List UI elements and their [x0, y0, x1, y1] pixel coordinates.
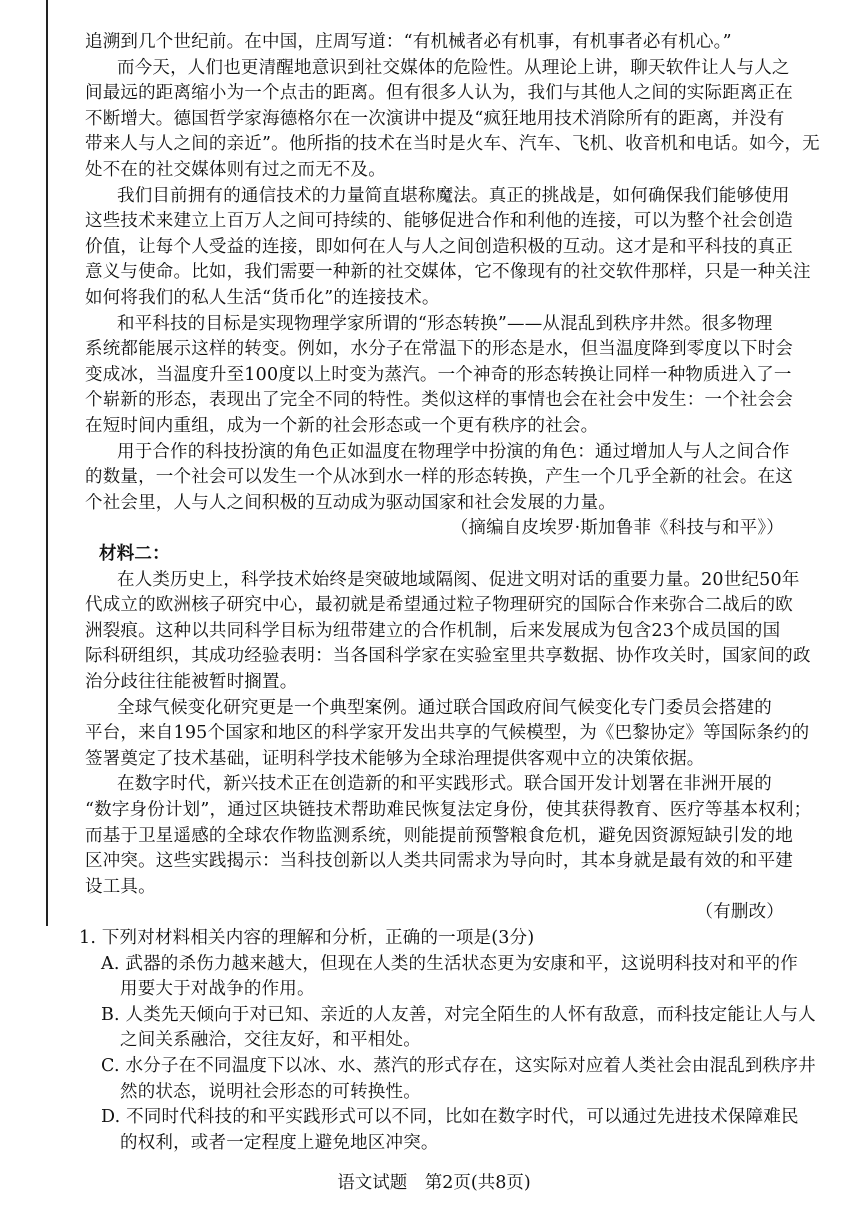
passage2-line: 治分歧往往能被暂时搁置。 — [85, 672, 298, 692]
passage2-line: 区冲突。这些实践揭示：当科技创新以人类共同需求为导向时，其本身就是最有效的和平建 — [85, 851, 793, 872]
passage2-line: 在数字时代，新兴技术正在创造新的和平实践形式。联合国开发计划署在非洲开展的 — [117, 774, 772, 795]
option-d-line2: 的权利，或者一定程度上避免地区冲突。 — [120, 1132, 439, 1153]
passage2-note: （有删改） — [695, 902, 784, 923]
passage2-line: 洲裂痕。这种以共同科学目标为纽带建立的合作机制，后来发展成为包含23个成员国的国 — [85, 620, 781, 641]
option-a-line2: 用要大于对战争的作用。 — [120, 979, 315, 1000]
passage2-line: 平台，来自195个国家和地区的科学家开发出共享的气候模型，为《巴黎协定》等国际条约的 — [85, 723, 810, 744]
page-footer: 语文试题 第2页(共8页) — [337, 1173, 531, 1193]
passage1-line: 在短时间内重组，成为一个新的社会形态或一个更有秩序的社会。 — [85, 416, 599, 436]
passage2-line: 而基于卫星遥感的全球农作物监测系统，则能提前预警粮食危机，避免因资源短缺引发的地 — [85, 825, 793, 846]
passage1-line: 间最远的距离缩小为一个点击的距离。但有很多人认为，我们与其他人之间的实际距离正在 — [85, 83, 793, 104]
passage1-line: 变成冰，当温度升至100度以上时变为蒸汽。一个神奇的形态转换让同样一种物质进入了一 — [85, 364, 792, 385]
passage2-line: 代成立的欧洲核子研究中心，最初就是希望通过粒子物理研究的国际合作来弥合二战后的欧 — [85, 595, 793, 616]
passage1-line: 价值，让每个人受益的连接，即如何在人与人之间创造积极的互动。这才是和平科技的真正 — [85, 236, 793, 257]
passage1-line: 用于合作的科技扮演的角色正如温度在物理学中扮演的角色：通过增加人与人之间合作 — [117, 441, 790, 462]
passage1-line: 带来人与人之间的亲近”。他所指的技术在当时是火车、汽车、飞机、收音机和电话。如今，无 — [85, 134, 820, 155]
passage1-line: 处不在的社交媒体则有过之而无不及。 — [85, 160, 386, 180]
passage2-line: 全球气候变化研究更是一个典型案例。通过联合国政府间气候变化专门委员会搭建的 — [117, 697, 772, 718]
passage1-line: 个崭新的形态，表现出了完全不同的特性。类似这样的事情也会在社会中发生：一个社会会 — [85, 390, 793, 411]
passage1-line: 追溯到几个世纪前。在中国，庄周写道：“有机械者必有机事，有机事者必有机心。” — [85, 32, 732, 52]
passage1-line: 我们目前拥有的通信技术的力量简直堪称魔法。真正的挑战是，如何确保我们能够使用 — [117, 185, 790, 206]
margin-rule — [46, 0, 48, 926]
passage2-line: “数字身份计划”，通过区块链技术帮助难民恢复法定身份，使其获得教育、医疗等基本权利； — [85, 800, 812, 820]
passage1-line: 如何将我们的私人生活“货币化”的连接技术。 — [85, 288, 440, 308]
question-stem: 1. 下列对材料相关内容的理解和分析，正确的一项是(3分) — [79, 928, 535, 948]
option-b-line2: 之间关系融洽，交往友好，和平相处。 — [120, 1030, 421, 1051]
passage1-line: 这些技术来建立上百万人之间可持续的、能够促进合作和利他的连接，可以为整个社会创造 — [85, 211, 793, 232]
passage1-line: 系统都能展示这样的转变。例如，水分子在常温下的形态是水，但当温度降到零度以下时会 — [85, 339, 793, 360]
passage2-line: 签署奠定了技术基础，证明科学技术能够为全球治理提供客观中立的决策依据。 — [85, 748, 705, 769]
option-c-line1: C. 水分子在不同温度下以冰、水、蒸汽的形式存在，这实际对应着人类社会由混乱到秩序井 — [101, 1056, 816, 1076]
passage1-line: 而今天，人们也更清醒地意识到社交媒体的危险性。从理论上讲，聊天软件让人与人之 — [117, 57, 790, 78]
passage2-heading: 材料二： — [99, 544, 170, 564]
passage1-line: 的数量，一个社会可以发生一个从冰到水一样的形态转换，产生一个几乎全新的社会。在这 — [85, 467, 793, 488]
option-a-line1: A. 武器的杀伤力越来越大，但现在人类的生活状态更为安康和平，这说明科技对和平的作 — [101, 953, 798, 974]
option-b-line1: B. 人类先天倾向于对已知、亲近的人友善，对完全陌生的人怀有敌意，而科技定能让人与人 — [101, 1004, 816, 1025]
passage2-line: 设工具。 — [85, 876, 156, 897]
passage1-line: 意义与使命。比如，我们需要一种新的社交媒体，它不像现有的社交软件那样，只是一种关注 — [85, 262, 811, 283]
passage1-source: （摘编自皮埃罗·斯加鲁菲《科技与和平》） — [450, 518, 784, 539]
passage2-line: 际科研组织，其成功经验表明：当各国科学家在实验室里共享数据、协作攻关时，国家间的政 — [85, 646, 811, 667]
option-c-line2: 然的状态，说明社会形态的可转换性。 — [120, 1081, 421, 1102]
option-d-line1: D. 不同时代科技的和平实践形式可以不同，比如在数字时代，可以通过先进技术保障难民 — [101, 1107, 799, 1128]
passage1-line: 个社会里，人与人之间积极的互动成为驱动国家和社会发展的力量。 — [85, 492, 616, 513]
passage1-line: 和平科技的目标是实现物理学家所谓的“形态转换”——从混乱到秩序井然。很多物理 — [117, 313, 773, 334]
passage2-line: 在人类历史上，科学技术始终是突破地域隔阂、促进文明对话的重要力量。20世纪50年 — [117, 569, 800, 590]
passage1-line: 不断增大。德国哲学家海德格尔在一次演讲中提及“疯狂地用技术消除所有的距离，并没有 — [85, 108, 785, 129]
